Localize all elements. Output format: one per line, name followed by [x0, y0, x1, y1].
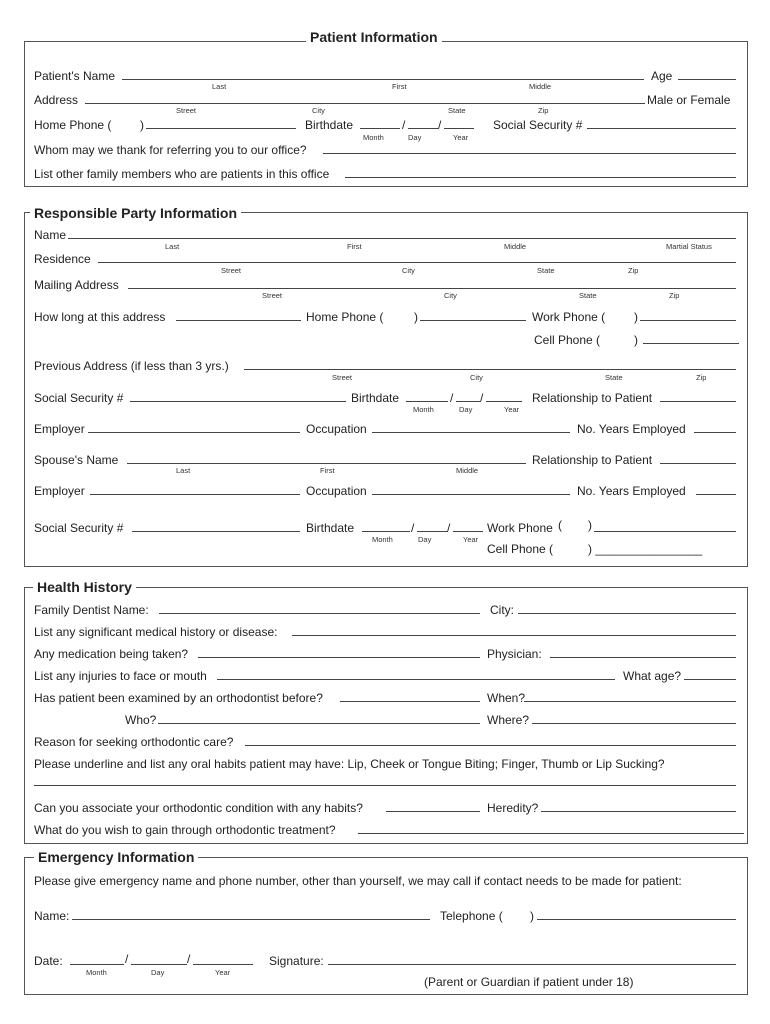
prev-city-caption: City [470, 373, 483, 382]
rp-work-phone-field[interactable] [640, 320, 736, 321]
injuries-label: List any injuries to face or mouth [34, 669, 207, 683]
date-slash-1: / [125, 952, 129, 966]
where-field[interactable] [532, 723, 736, 724]
date-year-field[interactable] [193, 964, 253, 965]
prev-street-caption: Street [332, 373, 353, 382]
rp-name-field[interactable] [68, 238, 736, 239]
spouse-birthdate-label: Birthdate [306, 521, 355, 535]
birth-year-field[interactable] [444, 128, 474, 129]
patient-name-field[interactable] [122, 79, 644, 80]
mail-city-caption: City [444, 291, 457, 300]
mailing-address-label: Mailing Address [34, 278, 119, 292]
spouse-work-phone-open: ( [558, 518, 562, 532]
prev-state-caption: State [605, 373, 623, 382]
injuries-field[interactable] [217, 679, 615, 680]
rp-birth-slash-2: / [480, 391, 484, 405]
spouse-work-phone-paren: ) [588, 518, 592, 532]
home-phone-field[interactable] [146, 128, 296, 129]
when-field[interactable] [524, 701, 736, 702]
patient-info-section [24, 41, 748, 187]
spouse-work-phone-field[interactable] [594, 531, 736, 532]
how-long-label: How long at this address [34, 310, 166, 324]
rp-middle-caption: Middle [504, 242, 527, 251]
address-label: Address [34, 93, 79, 107]
spouse-employer-label: Employer [34, 484, 85, 498]
state-caption: State [448, 106, 466, 115]
physician-label: Physician: [487, 647, 542, 661]
res-city-caption: City [402, 266, 415, 275]
associate-habits-field[interactable] [386, 811, 480, 812]
how-long-field[interactable] [176, 320, 301, 321]
rp-ssn-field[interactable] [130, 401, 346, 402]
mail-state-caption: State [579, 291, 597, 300]
employer-label: Employer [34, 422, 85, 436]
spouse-birth-year-field[interactable] [453, 531, 483, 532]
date-label: Date: [34, 954, 63, 968]
address-field[interactable] [85, 103, 645, 104]
occupation-label: Occupation [306, 422, 367, 436]
date-day-caption: Day [151, 968, 165, 977]
medical-history-field[interactable] [292, 635, 736, 636]
rp-work-phone-paren: ) [634, 310, 638, 324]
family-dentist-label: Family Dentist Name: [34, 603, 149, 617]
res-state-caption: State [537, 266, 555, 275]
rp-last-caption: Last [165, 242, 180, 251]
residence-label: Residence [34, 252, 91, 266]
spouse-birth-slash-2: / [447, 521, 451, 535]
rp-home-phone-label: Home Phone ( [306, 310, 384, 324]
emergency-telephone-label: Telephone ( [440, 909, 503, 923]
birth-month-field[interactable] [360, 128, 400, 129]
rp-cell-phone-paren: ) [634, 333, 638, 347]
who-label: Who? [125, 713, 157, 727]
when-label: When? [487, 691, 526, 705]
oral-habits-field[interactable] [34, 785, 736, 786]
responsible-party-section [24, 212, 748, 567]
family-members-label: List other family members who are patients in this office [34, 167, 330, 181]
patient-name-label: Patient's Name [34, 69, 115, 83]
mail-street-caption: Street [262, 291, 283, 300]
mail-zip-caption: Zip [669, 291, 680, 300]
heredity-label: Heredity? [487, 801, 539, 815]
employer-field[interactable] [88, 432, 300, 433]
birth-day-field[interactable] [408, 128, 438, 129]
who-field[interactable] [158, 723, 480, 724]
rp-marital-caption: Martial Status [666, 242, 712, 251]
physician-field[interactable] [550, 657, 736, 658]
spouse-cell-phone-label: Cell Phone ( [487, 542, 554, 556]
rp-birth-year-field[interactable] [486, 401, 522, 402]
spouse-years-employed-label: No. Years Employed [577, 484, 686, 498]
medication-field[interactable] [198, 657, 480, 658]
where-label: Where? [487, 713, 530, 727]
dentist-city-field[interactable] [518, 613, 736, 614]
rp-work-phone-label: Work Phone ( [532, 310, 606, 324]
associate-habits-label: Can you associate your orthodontic condition with any habits? [34, 801, 363, 815]
medication-label: Any medication being taken? [34, 647, 189, 661]
rp-home-phone-paren: ) [414, 310, 418, 324]
age-field[interactable] [678, 79, 736, 80]
what-age-label: What age? [623, 669, 682, 683]
spouse-middle-caption: Middle [456, 466, 479, 475]
month-caption: Month [363, 133, 384, 142]
spouse-year-caption: Year [463, 535, 479, 544]
residence-field[interactable] [98, 262, 736, 263]
responsible-party-title: Responsible Party Information [30, 205, 241, 221]
spouse-employer-field[interactable] [90, 494, 300, 495]
reason-label: Reason for seeking orthodontic care? [34, 735, 234, 749]
day-caption: Day [408, 133, 422, 142]
emergency-name-field[interactable] [72, 919, 430, 920]
rp-birth-day-field[interactable] [456, 401, 480, 402]
oral-habits-label: Please underline and list any oral habits patient may have: Lip, Cheek or Tongue Biting; Finger, Thumb or Lip Sucking? [34, 757, 665, 771]
first-name-caption: First [392, 82, 407, 91]
reason-field[interactable] [245, 745, 736, 746]
emergency-name-label: Name: [34, 909, 70, 923]
ssn-field[interactable] [587, 128, 736, 129]
heredity-field[interactable] [541, 811, 736, 812]
medical-history-label: List any significant medical history or disease: [34, 625, 278, 639]
rp-first-caption: First [347, 242, 362, 251]
occupation-field[interactable] [372, 432, 570, 433]
emergency-telephone-paren: ) [530, 909, 534, 923]
spouse-name-field[interactable] [127, 463, 526, 464]
examined-field[interactable] [340, 701, 480, 702]
previous-address-label: Previous Address (if less than 3 yrs.) [34, 359, 229, 373]
treatment-goal-label: What do you wish to gain through orthodontic treatment? [34, 823, 336, 837]
health-history-title: Health History [33, 579, 136, 595]
middle-name-caption: Middle [529, 82, 552, 91]
referral-field[interactable] [323, 153, 736, 154]
spouse-occupation-field[interactable] [372, 494, 570, 495]
years-employed-field[interactable] [694, 432, 736, 433]
birth-slash-1: / [402, 118, 406, 132]
dentist-city-label: City: [490, 603, 514, 617]
examined-label: Has patient been examined by an orthodontist before? [34, 691, 323, 705]
rp-ssn-label: Social Security # [34, 391, 124, 405]
date-day-field[interactable] [131, 964, 187, 965]
mailing-address-field[interactable] [128, 288, 736, 289]
rp-relationship-label: Relationship to Patient [532, 391, 653, 405]
spouse-birth-slash-1: / [411, 521, 415, 535]
family-members-field[interactable] [345, 177, 736, 178]
signature-label: Signature: [269, 954, 324, 968]
rp-day-caption: Day [459, 405, 473, 414]
emergency-instructions: Please give emergency name and phone number, other than yourself, we may call if contact needs to be made for patient: [34, 874, 682, 888]
prev-zip-caption: Zip [696, 373, 707, 382]
city-caption: City [312, 106, 325, 115]
year-caption: Year [453, 133, 469, 142]
res-street-caption: Street [221, 266, 242, 275]
previous-address-field[interactable] [244, 369, 736, 370]
rp-relationship-field[interactable] [660, 401, 736, 402]
spouse-relationship-label: Relationship to Patient [532, 453, 653, 467]
home-phone-paren: ) [140, 118, 144, 132]
spouse-occupation-label: Occupation [306, 484, 367, 498]
spouse-first-caption: First [320, 466, 335, 475]
spouse-ssn-field[interactable] [132, 531, 300, 532]
spouse-birth-month-field[interactable] [362, 531, 410, 532]
rp-birth-month-field[interactable] [406, 401, 448, 402]
rp-birth-slash-1: / [450, 391, 454, 405]
res-zip-caption: Zip [628, 266, 639, 275]
spouse-years-employed-field[interactable] [696, 494, 736, 495]
spouse-birth-day-field[interactable] [417, 531, 447, 532]
emergency-telephone-field[interactable] [537, 919, 736, 920]
patient-info-title: Patient Information [306, 29, 442, 45]
sex-label: Male or Female [647, 93, 731, 107]
date-year-caption: Year [215, 968, 231, 977]
home-phone-label: Home Phone ( [34, 118, 112, 132]
rp-year-caption: Year [504, 405, 520, 414]
rp-name-label: Name [34, 228, 67, 242]
emergency-info-title: Emergency Information [34, 849, 198, 865]
rp-cell-phone-label: Cell Phone ( [534, 333, 601, 347]
rp-home-phone-field[interactable] [420, 320, 526, 321]
spouse-cell-phone-tail[interactable]: ) ________________ [588, 542, 703, 556]
spouse-relationship-field[interactable] [660, 463, 736, 464]
date-month-field[interactable] [70, 964, 124, 965]
street-caption: Street [176, 106, 197, 115]
spouse-ssn-label: Social Security # [34, 521, 124, 535]
rp-birthdate-label: Birthdate [351, 391, 400, 405]
age-label: Age [651, 69, 673, 83]
date-slash-2: / [187, 952, 191, 966]
last-name-caption: Last [212, 82, 227, 91]
referral-label: Whom may we thank for referring you to our office? [34, 143, 307, 157]
zip-caption: Zip [538, 106, 549, 115]
date-month-caption: Month [86, 968, 107, 977]
years-employed-label: No. Years Employed [577, 422, 686, 436]
guardian-note: (Parent or Guardian if patient under 18) [424, 975, 634, 989]
birthdate-label: Birthdate [305, 118, 354, 132]
what-age-field[interactable] [684, 679, 736, 680]
spouse-day-caption: Day [418, 535, 432, 544]
signature-field[interactable] [328, 964, 736, 965]
spouse-work-phone-label: Work Phone [487, 521, 553, 535]
family-dentist-field[interactable] [159, 613, 480, 614]
spouse-last-caption: Last [176, 466, 191, 475]
spouse-name-label: Spouse's Name [34, 453, 119, 467]
rp-month-caption: Month [413, 405, 434, 414]
rp-cell-phone-field[interactable] [643, 343, 739, 344]
birth-slash-2: / [438, 118, 442, 132]
treatment-goal-field[interactable] [358, 833, 744, 834]
spouse-month-caption: Month [372, 535, 393, 544]
ssn-label: Social Security # [493, 118, 583, 132]
